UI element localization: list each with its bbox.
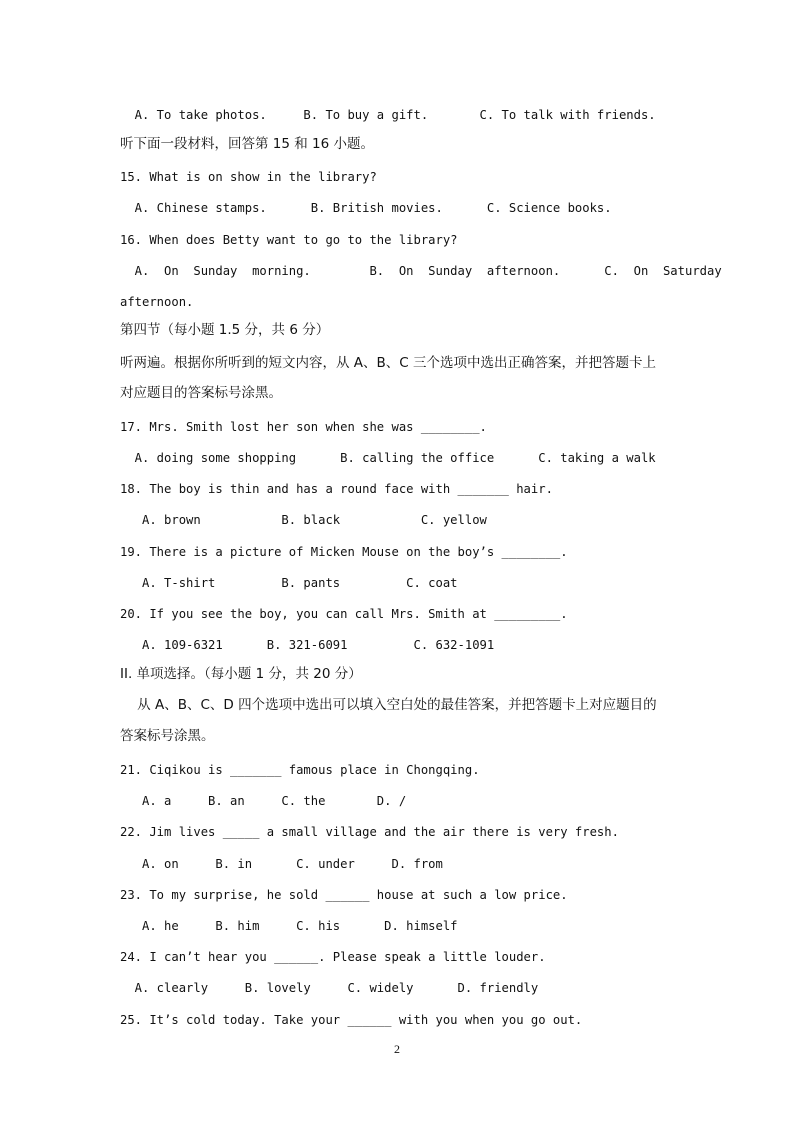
- q16-options: A. On Sunday morning. B. On Sunday afternoon. C. On Saturday: [120, 264, 722, 278]
- question-16: 16. When does Betty want to go to the library?: [120, 233, 458, 247]
- question-17: 17. Mrs. Smith lost her son when she was ________.: [120, 420, 487, 434]
- part-2-instruction-line2: 答案标号涂黑。: [120, 728, 215, 744]
- question-20: 20. If you see the boy, you can call Mrs. Smith at _________.: [120, 607, 568, 621]
- question-15: 15. What is on show in the library?: [120, 170, 377, 184]
- q15-options: A. Chinese stamps. B. British movies. C. Science books.: [120, 201, 612, 215]
- q24-options: A. clearly B. lovely C. widely D. friendly: [120, 981, 539, 995]
- page-number: 2: [394, 1042, 400, 1056]
- section-4-instruction-line1: 听两遍。根据你所听到的短文内容，从 A、B、C 三个选项中选出正确答案，并把答题卡上: [120, 355, 657, 371]
- q22-options: A. on B. in C. under D. from: [120, 857, 443, 871]
- q17-options: A. doing some shopping B. calling the office C. taking a walk: [120, 451, 656, 465]
- question-24: 24. I can’t hear you ______. Please speak a little louder.: [120, 950, 546, 964]
- question-23: 23. To my surprise, he sold ______ house at such a low price.: [120, 888, 568, 902]
- question-22: 22. Jim lives _____ a small village and the air there is very fresh.: [120, 825, 619, 839]
- listening-instruction-15-16: 听下面一段材料，回答第 15 和 16 小题。: [120, 136, 375, 152]
- q20-options: A. 109-6321 B. 321-6091 C. 632-1091: [120, 638, 495, 652]
- q19-options: A. T-shirt B. pants C. coat: [120, 576, 458, 590]
- q14-options: A. To take photos. B. To buy a gift. C. To talk with friends.: [120, 108, 656, 122]
- part-2-heading: II. 单项选择。（每小题 1 分，共 20 分）: [120, 666, 362, 682]
- section-4-instruction-line2: 对应题目的答案标号涂黑。: [120, 385, 282, 401]
- question-18: 18. The boy is thin and has a round face with _______ hair.: [120, 482, 553, 496]
- question-19: 19. There is a picture of Micken Mouse on the boy’s ________.: [120, 545, 568, 559]
- question-21: 21. Ciqikou is _______ famous place in Chongqing.: [120, 763, 480, 777]
- q21-options: A. a B. an C. the D. /: [120, 794, 407, 808]
- section-4-heading: 第四节（每小题 1.5 分，共 6 分）: [120, 322, 330, 338]
- question-25: 25. It’s cold today. Take your ______ with you when you go out.: [120, 1013, 583, 1027]
- q18-options: A. brown B. black C. yellow: [120, 513, 487, 527]
- part-2-instruction-line1: 从 A、B、C、D 四个选项中选出可以填入空白处的最佳答案，并把答题卡上对应题目的: [120, 697, 657, 713]
- q16-options-continued: afternoon.: [120, 295, 194, 309]
- q23-options: A. he B. him C. his D. himself: [120, 919, 458, 933]
